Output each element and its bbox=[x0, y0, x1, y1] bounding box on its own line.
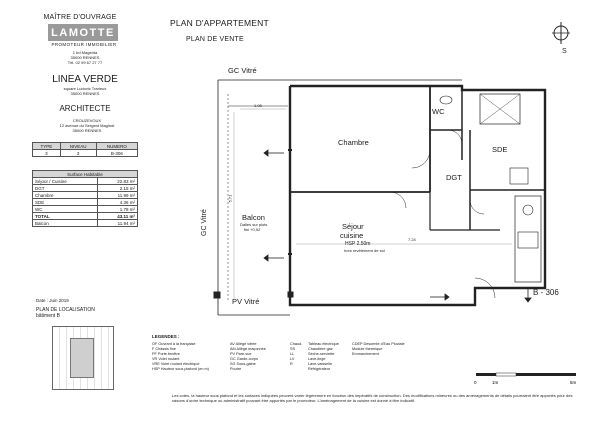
legend-item: PF Porte fenêtre bbox=[152, 352, 180, 356]
surface-label: DGT bbox=[33, 185, 98, 192]
ceiling-height-note: hors revêtement de sol bbox=[344, 248, 385, 253]
room-cuisine: cuisine bbox=[340, 231, 364, 240]
kitchen-counter bbox=[515, 196, 541, 282]
legend-item: PV Pare-vue bbox=[230, 352, 252, 356]
lot-number: B-306 bbox=[96, 150, 137, 157]
lot-type: 3 bbox=[33, 150, 61, 157]
gc-side-label: GC Vitré bbox=[201, 209, 208, 236]
apartment-outer-wall bbox=[290, 86, 545, 305]
room-balcon: Balcon bbox=[242, 213, 265, 222]
legend-column-1 bbox=[152, 342, 209, 372]
gc-top-label: GC Vitré bbox=[228, 66, 257, 75]
plan-subtitle: PLAN DE VENTE bbox=[186, 36, 244, 43]
disclaimer-footnote: Les cotes, la hauteur sous plafond et les surfaces indiquées peuvent varier légèrement en fonction des impératifs de construction. Des modifications mineures ou des aménagements de détails pourraient être apportés pour des raisons d'ordre technique ou administratif pouvant être apportés par le promoteur. L'aménagement de la cuisine est donné à titre indicatif. bbox=[172, 393, 573, 403]
dimension-mid: 7.24 bbox=[408, 237, 416, 242]
owner-heading: MAÎTRE D'OUVRAGE bbox=[43, 14, 117, 21]
owner-address-line: 1 bd Magenta bbox=[72, 50, 98, 55]
legend-item: CDEP Descente d'Eau Pluviale bbox=[352, 342, 405, 346]
svg-text:S: S bbox=[562, 48, 567, 54]
architect-address-line: 12 avenue du Sergent Maginot bbox=[59, 123, 115, 128]
legend-item: HSP Hauteur sous plafond (en m) bbox=[152, 367, 209, 371]
architect-name: CROUZEVOUX bbox=[72, 118, 102, 123]
legend-item: OF Ouvrant à la française bbox=[152, 342, 196, 346]
balcony-post bbox=[214, 292, 220, 298]
lot-level: 3 bbox=[60, 150, 96, 157]
program-address-line: square Ludovic Trarieux bbox=[63, 86, 107, 91]
room-wc: WC bbox=[432, 107, 445, 116]
legend-item: GC Garde-corps bbox=[230, 357, 258, 361]
ceiling-height: HSP 2.50m bbox=[345, 241, 371, 247]
balcon-note: Dalles sur plots bbox=[240, 222, 268, 227]
legend-item: Module thermique bbox=[352, 347, 383, 351]
surface-value: 4.36 m² bbox=[97, 199, 137, 206]
legend-item: Lave-vaisselle bbox=[308, 362, 333, 366]
legend-column-3 bbox=[308, 342, 339, 372]
door-swing bbox=[412, 150, 430, 168]
surface-value: 22.83 m² bbox=[97, 178, 137, 185]
owner-address-line: 35000 RENNES bbox=[70, 55, 100, 60]
surface-label: Séjour / Cuisine bbox=[33, 178, 98, 185]
surface-value: 1.78 m² bbox=[97, 206, 137, 213]
scale-label-0: 0 bbox=[474, 380, 477, 385]
architect-address-line: 35000 RENNES bbox=[72, 128, 102, 133]
balcony-label: Balcon bbox=[33, 220, 98, 227]
surface-header: Surface Habitable bbox=[33, 171, 138, 178]
legend-column-4 bbox=[352, 342, 405, 357]
legend-item: VRE Volet roulant électrique bbox=[152, 362, 200, 366]
logo-subtitle: PROMOTEUR IMMOBILIER bbox=[51, 42, 117, 47]
balcony-value: 11.94 m² bbox=[97, 220, 137, 227]
legend-item: F Châssis fixe bbox=[152, 347, 176, 351]
surface-label: SDE bbox=[33, 199, 98, 206]
surface-total-label: TOTAL bbox=[33, 213, 98, 220]
scale-label-2: 5m bbox=[570, 380, 577, 385]
legend-code: LL bbox=[290, 352, 295, 356]
legend-item: Chaudière gaz bbox=[308, 347, 333, 351]
owner-phone: Tél. 02 99 67 27 77 bbox=[67, 60, 103, 65]
lot-header-number: NUMERO bbox=[96, 143, 137, 150]
legend-item: Poutre bbox=[230, 367, 242, 371]
surface-total-value: 43.11 m² bbox=[97, 213, 137, 220]
scale-label-1: 1m bbox=[492, 380, 499, 385]
lot-header-type: TYPE bbox=[33, 143, 61, 150]
legend-item: AM Allège maçonnée bbox=[230, 347, 266, 351]
lot-header-level: NIVEAU bbox=[60, 143, 96, 150]
legend-item: SG Sous-gaine bbox=[230, 362, 256, 366]
legend-code: Chaud. bbox=[290, 342, 303, 346]
appliance bbox=[510, 168, 528, 184]
legend-column-2 bbox=[230, 342, 266, 372]
location-subtitle: bâtiment B bbox=[36, 313, 60, 319]
legend-title: LEGENDES : bbox=[152, 334, 180, 339]
legend-item: AV Allège vitrée bbox=[230, 342, 257, 346]
legend-item: Lave-linge bbox=[308, 357, 326, 361]
lot-badge: B - 306 bbox=[533, 288, 559, 297]
surface-label: WC bbox=[33, 206, 98, 213]
logo-text: LAMOTTE bbox=[51, 26, 115, 39]
dimension-side: 5.71 bbox=[227, 194, 233, 203]
program-name: LINEA VERDE bbox=[52, 74, 118, 85]
room-chambre: Chambre bbox=[338, 138, 369, 147]
pv-bottom-label: PV Vitré bbox=[232, 297, 260, 306]
room-dgt: DGT bbox=[446, 173, 462, 182]
architect-heading: ARCHITECTE bbox=[59, 104, 111, 113]
legend-item: VR Volet roulant bbox=[152, 357, 180, 361]
legend-item: Emmarchement bbox=[352, 352, 379, 356]
scale-bar bbox=[470, 367, 590, 387]
legend-code: R bbox=[290, 362, 293, 366]
plan-date: Date : Juin 2019 bbox=[36, 298, 69, 303]
legend-column-3-codes bbox=[290, 342, 302, 367]
surface-label: Chambre bbox=[33, 192, 98, 199]
legend-item: Réfrigérateur bbox=[308, 367, 331, 371]
balcon-level: fini +0,52 bbox=[244, 227, 261, 232]
program-address-line: 35000 RENNES bbox=[70, 91, 100, 96]
legend-item: Sèche-serviette bbox=[308, 352, 335, 356]
plan-title: PLAN D'APPARTEMENT bbox=[170, 18, 269, 28]
legend-code: LV bbox=[290, 357, 295, 361]
surface-value: 2.15 m² bbox=[97, 185, 137, 192]
room-sde: SDE bbox=[492, 145, 508, 154]
surface-value: 11.99 m² bbox=[97, 192, 137, 199]
dimension-top: 1.08 bbox=[254, 103, 262, 108]
room-sejour: Séjour bbox=[342, 222, 364, 231]
legend-code: SS bbox=[290, 347, 296, 351]
location-title: PLAN DE LOCALISATION bbox=[36, 307, 95, 313]
legend-item: Tableau électrique bbox=[308, 342, 339, 346]
